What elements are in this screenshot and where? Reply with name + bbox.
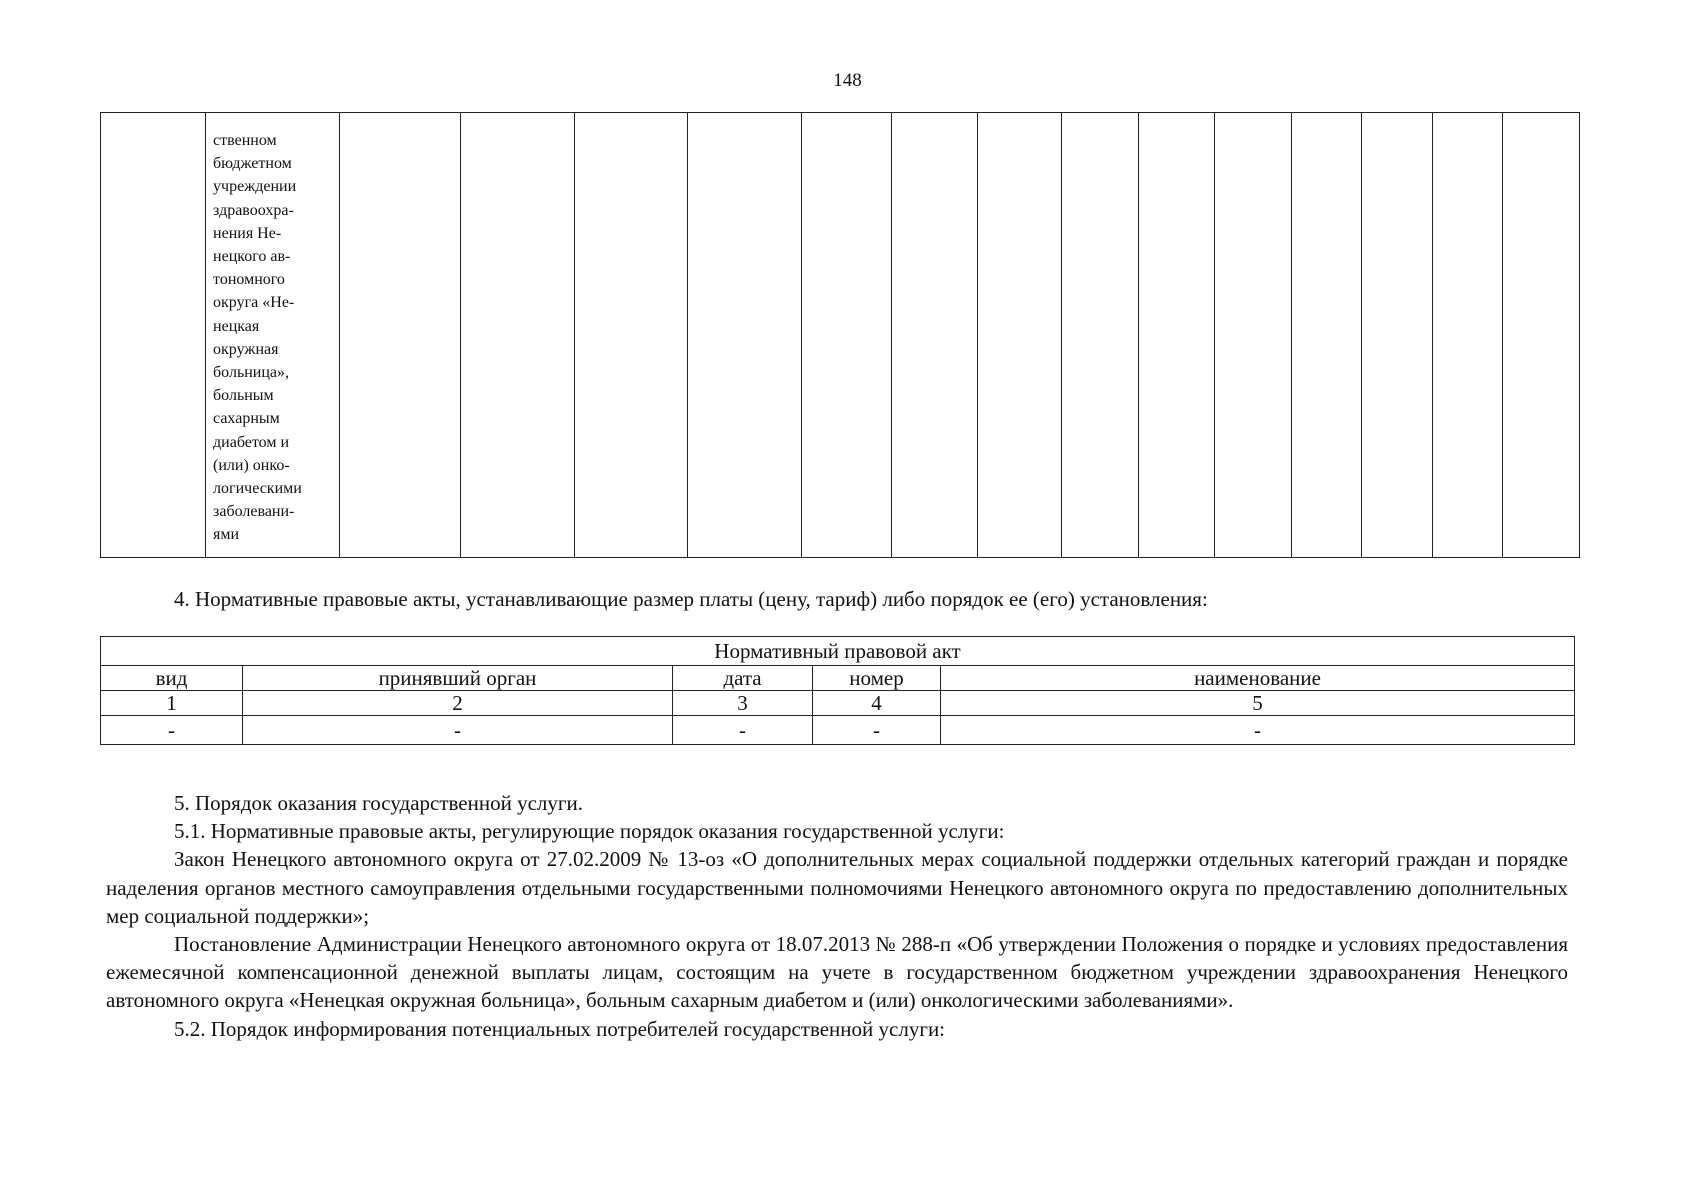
service-text-line: округа «Не- [213,294,295,312]
empty-cell [340,113,461,558]
section52-heading: 5.2. Порядок информирования потенциальных потребителей государственной услуги: [174,1016,946,1041]
number-cell: 2 [243,691,673,716]
number-cell: 5 [941,691,1575,716]
service-text-line: заболевани- [213,503,295,521]
service-text-line: учреждении [213,178,297,196]
service-description-cell [206,113,340,558]
empty-cell [461,113,574,558]
service-text-line: нения Не- [213,224,282,242]
number-cell: 4 [813,691,941,716]
table-number-row [101,691,1575,716]
service-text-line: ями [213,526,240,544]
empty-cell [1432,113,1502,558]
service-text-line: больным [213,387,274,405]
service-text-line: логическими [213,480,302,498]
empty-cell [1362,113,1432,558]
empty-cell [801,113,891,558]
page-number: 148 [833,70,862,91]
empty-cell [574,113,687,558]
empty-cell [978,113,1062,558]
service-text-line: тономного [213,271,285,289]
service-text-line: здравоохра- [213,201,294,219]
section4-heading: 4. Нормативные правовые акты, устанавливающие размер платы (цену, тариф) либо порядок ее (его) установления: [174,587,1208,611]
header-cell: вид [101,666,243,691]
service-text-line: больница», [213,364,290,382]
service-text-line: сахарным [213,410,280,428]
empty-cell [1062,113,1139,558]
section5-heading: 5. Порядок оказания государственной услуги. [174,791,583,815]
table-title: Нормативный правовой акт [101,637,1575,666]
service-text-line: окружная [213,340,279,358]
table-cell: - [813,716,941,745]
service-text-line: нецкого ав- [213,248,291,266]
table-cell: - [101,716,243,745]
service-text-line: диабетом и [213,433,290,451]
service-text-line: ственном [213,132,277,149]
header-cell: дата [673,666,813,691]
header-cell: наименование [941,666,1575,691]
table-title-row [101,637,1575,666]
law-paragraph-2: Постановление Администрации Ненецкого автономного округа от 18.07.2013 № 288-п «Об утверждении Положения о порядке и условиях предоставления ежемесячной компенсационной денежной выплаты лицам, состоящим на учете в государственном бюджетном учреждении здравоохранения Ненецкого автономного округа «Ненецкая окружная больница», больным сахарным диабетом и (или) онкологическими заболеваниями». [106,932,1568,1013]
number-cell: 1 [101,691,243,716]
header-cell: номер [813,666,941,691]
continuation-row [101,113,1580,558]
number-cell: 3 [673,691,813,716]
empty-cell [891,113,977,558]
table-cell: - [673,716,813,745]
legal-acts-table [100,636,1575,745]
table-row [101,716,1575,745]
section5-block [106,789,1568,1043]
service-text-line: (или) онко- [213,456,290,474]
empty-cell [1503,113,1580,558]
service-text-line: нецкая [213,317,260,335]
service-text-line: бюджетном [213,155,292,173]
service-description-text [206,113,339,547]
empty-cell [1215,113,1292,558]
table-header-row [101,666,1575,691]
table-cell: - [243,716,673,745]
empty-cell [688,113,801,558]
empty-cell [1292,113,1362,558]
empty-cell [101,113,206,558]
section51-heading: 5.1. Нормативные правовые акты, регулирующие порядок оказания государственной услуги: [174,819,1005,844]
header-cell: принявший орган [243,666,673,691]
continuation-table [100,112,1580,558]
table-cell: - [941,716,1575,745]
empty-cell [1138,113,1215,558]
law-paragraph-1: Закон Ненецкого автономного округа от 27.02.2009 № 13-оз «О дополнительных мерах социальной поддержки отдельных категорий граждан и порядке наделения органов местного самоуправления отдельными государственными полномочиями Ненецкого автономного округа по предоставлению дополнительных мер социальной поддержки»; [106,847,1568,928]
